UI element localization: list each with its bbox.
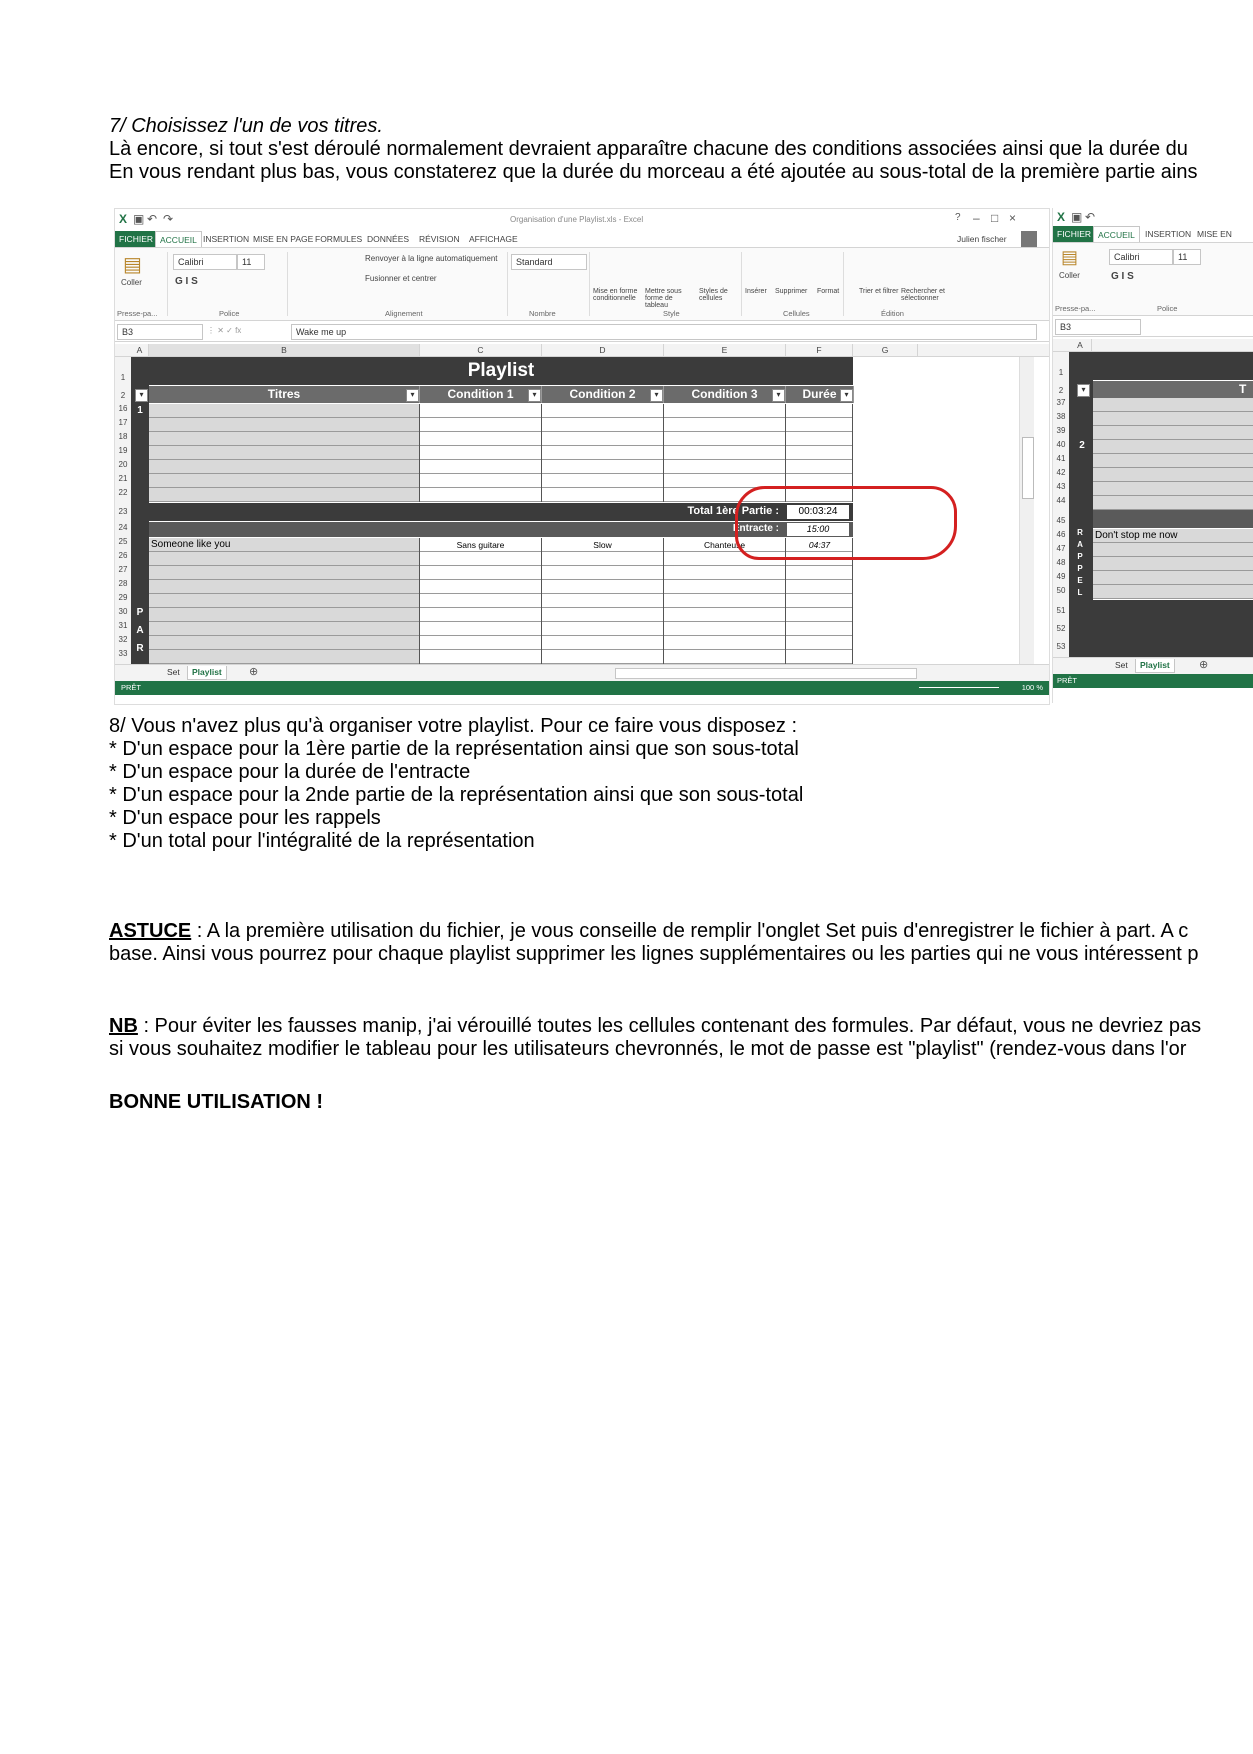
- tab-donnees[interactable]: DONNÉES: [367, 234, 410, 244]
- vertical-scrollbar[interactable]: [1019, 357, 1034, 664]
- header-titres: Titres: [149, 386, 420, 403]
- total-value[interactable]: 00:03:24: [787, 505, 849, 519]
- excel-screenshot: [114, 208, 1050, 705]
- entracte-label: Entracte :: [732, 523, 779, 534]
- ribbon: [115, 247, 1049, 321]
- astuce-label: ASTUCE: [109, 920, 192, 942]
- astuce-paragraph-line1: [109, 920, 1188, 943]
- help-icon[interactable]: ?: [955, 212, 961, 223]
- tab-formules[interactable]: FORMULES: [315, 234, 363, 244]
- tab-revision[interactable]: RÉVISION: [419, 234, 460, 244]
- part-number: 2: [1079, 440, 1085, 451]
- rappel-vertical-e: E: [1077, 576, 1083, 585]
- zoom-level[interactable]: 100 %: [1021, 683, 1043, 692]
- entracte-value[interactable]: 15:00: [787, 523, 849, 536]
- part1-rows[interactable]: [149, 404, 853, 502]
- window-title: Organisation d'une Playlist.xls - Excel: [510, 215, 644, 224]
- filter-dropdown-icon[interactable]: ▾: [528, 389, 541, 402]
- clipboard-icon[interactable]: ▤: [123, 254, 142, 276]
- ribbon: [1053, 242, 1253, 316]
- row-headers: 1 2 16 17 18 19 20 21 22 23 24 25 26 27 28 29 30 31 32 33: [115, 357, 132, 664]
- cell-styles-button[interactable]: Styles de cellules: [699, 288, 728, 302]
- excel-icon: X: [1057, 210, 1066, 224]
- sheet-grid[interactable]: 1 2 37 38 39 40 41 42 43 44 45 46 47 48 49 50 51 52 53 ▾ T 2 Don't stop me now R A P P E L: [1053, 352, 1253, 657]
- bold-italic-underline[interactable]: G I S: [175, 276, 198, 287]
- filter-dropdown-icon[interactable]: ▾: [840, 389, 853, 402]
- row25-condition-2[interactable]: Slow: [593, 540, 612, 550]
- group-font: Police: [1157, 304, 1178, 313]
- status-text: PRÊT: [1057, 676, 1078, 685]
- paste-label[interactable]: Coller: [121, 278, 142, 287]
- sort-filter-button[interactable]: Trier et filtrer: [859, 288, 899, 295]
- close-icon[interactable]: ×: [1009, 211, 1017, 225]
- status-text: PRÊT: [121, 683, 142, 692]
- row46-title[interactable]: Don't stop me now: [1095, 530, 1178, 541]
- rappel-rows[interactable]: [1093, 529, 1253, 599]
- group-alignment: Alignement: [385, 309, 423, 318]
- header-condition-1: Condition 1: [420, 386, 542, 403]
- clipboard-icon[interactable]: ▤: [1061, 247, 1079, 267]
- size-select[interactable]: 11: [237, 254, 265, 270]
- rappel-vertical-a: A: [1077, 540, 1083, 549]
- nb-paragraph-line2: si vous souhaitez modifier le tableau pour les utilisateurs chevronnés, le mot de passe est "playlist" (rendez-vous dans l'or: [109, 1038, 1187, 1060]
- add-sheet-icon[interactable]: ⊕: [1199, 659, 1209, 671]
- undo-icon[interactable]: ↶: [1085, 210, 1096, 224]
- col-a[interactable]: A: [131, 344, 149, 356]
- part-vertical-p: P: [136, 607, 144, 618]
- formula-input[interactable]: Wake me up: [291, 324, 1037, 340]
- paste-label[interactable]: Coller: [1059, 271, 1080, 280]
- group-cells: Cellules: [783, 309, 810, 318]
- nb-label: NB: [109, 1015, 138, 1037]
- format-button[interactable]: Format: [817, 288, 840, 295]
- tab-accueil[interactable]: ACCUEIL: [155, 231, 202, 248]
- quick-access-toolbar: [115, 209, 1049, 231]
- redo-icon[interactable]: ↷: [163, 212, 174, 226]
- merge-center-button[interactable]: Fusionner et centrer: [365, 274, 437, 283]
- col-e[interactable]: E: [664, 344, 786, 356]
- step7-line1: Là encore, si tout s'est déroulé normalement devraient apparaître chacune des conditions associées ainsi que la durée du: [109, 138, 1188, 160]
- step8-line-1: 8/ Vous n'avez plus qu'à organiser votre playlist. Pour ce faire vous disposez :: [109, 715, 798, 737]
- step7-title: 7/ Choisissez l'un de vos titres.: [109, 115, 383, 137]
- insert-button[interactable]: Insérer: [745, 288, 767, 295]
- row25-duree[interactable]: 04:37: [808, 540, 831, 550]
- sheet-tabs: [115, 664, 1049, 681]
- col-a[interactable]: A: [1069, 339, 1092, 351]
- rappel-vertical-r: R: [1077, 528, 1083, 537]
- nb-text: : Pour éviter les fausses manip, j'ai vérouillé toutes les cellules contenant des formules. Par défaut, vous ne devriez pas: [137, 1015, 1202, 1037]
- zoom-slider[interactable]: [919, 687, 999, 688]
- nb-paragraph-line1: [109, 1015, 1201, 1038]
- formula-bar: [115, 321, 1049, 342]
- tab-mise-en[interactable]: MISE EN: [1197, 229, 1232, 239]
- size-select[interactable]: 11: [1173, 249, 1201, 265]
- status-bar: [1053, 674, 1253, 688]
- group-clipboard: Presse-pa...: [1055, 304, 1096, 313]
- astuce-paragraph-line2: base. Ainsi vous pourrez pour chaque playlist supprimer les lignes supplémentaires ou les parties qui ne vous intéressent p: [109, 943, 1199, 965]
- save-icon[interactable]: ▣: [133, 212, 145, 226]
- tab-fichier[interactable]: FICHIER: [1053, 226, 1095, 242]
- row25-condition-1[interactable]: Sans guitare: [456, 540, 505, 550]
- part-vertical-r: R: [136, 643, 144, 654]
- status-bar: [115, 681, 1049, 695]
- name-box[interactable]: B3: [1055, 319, 1141, 335]
- sheet-tab-playlist[interactable]: Playlist: [187, 666, 227, 680]
- tab-affichage[interactable]: AFFICHAGE: [469, 234, 518, 244]
- tab-insertion[interactable]: INSERTION: [1145, 229, 1192, 239]
- excel-screenshot-part2: [1052, 208, 1253, 703]
- group-clipboard: Presse-pa...: [117, 309, 158, 318]
- header-condition-2: Condition 2: [542, 386, 664, 403]
- ribbon-tabs: [115, 231, 1049, 247]
- group-editing: Édition: [881, 309, 904, 318]
- user-name[interactable]: Julien fischer: [957, 234, 1007, 244]
- tab-insertion[interactable]: INSERTION: [203, 234, 250, 244]
- name-box[interactable]: B3: [117, 324, 203, 340]
- bold-italic-underline[interactable]: G I S: [1111, 271, 1134, 282]
- header-duree: Durée: [786, 386, 854, 403]
- header-row: [139, 386, 853, 403]
- find-select-button[interactable]: Rechercher et sélectionner: [901, 288, 945, 302]
- group-font: Police: [219, 309, 240, 318]
- format-table-button[interactable]: Mettre sous forme de tableau: [645, 288, 682, 309]
- sheet-tab-set[interactable]: Set: [1115, 660, 1128, 670]
- filter-dropdown-icon[interactable]: ▾: [135, 389, 148, 402]
- col-d[interactable]: D: [542, 344, 664, 356]
- col-c[interactable]: C: [420, 344, 542, 356]
- add-sheet-icon[interactable]: ⊕: [249, 666, 259, 678]
- sheet-tab-set[interactable]: Set: [167, 667, 180, 677]
- tab-accueil[interactable]: ACCUEIL: [1093, 226, 1140, 243]
- wrap-text-button[interactable]: Renvoyer à la ligne automatiquement: [365, 254, 498, 263]
- playlist-title: Playlist: [149, 357, 853, 385]
- filter-dropdown-icon[interactable]: ▾: [1077, 384, 1090, 397]
- group-number: Nombre: [529, 309, 556, 318]
- step8-line-3: * D'un espace pour la durée de l'entracte: [109, 761, 471, 783]
- filter-dropdown-icon[interactable]: ▾: [650, 389, 663, 402]
- column-headers: [115, 344, 1049, 357]
- conditional-format-button[interactable]: Mise en forme conditionnelle: [593, 288, 638, 302]
- avatar: [1021, 231, 1037, 247]
- col-f[interactable]: F: [786, 344, 853, 356]
- part2-rows[interactable]: [1093, 398, 1253, 510]
- total-label: Total 1ère Partie :: [687, 505, 779, 517]
- scroll-thumb[interactable]: [1022, 437, 1034, 499]
- minimize-icon[interactable]: –: [973, 211, 980, 225]
- astuce-text: : A la première utilisation du fichier, je vous conseille de remplir l'onglet Set puis d'enregistrer le fichier à part. A c: [191, 920, 1189, 942]
- step8-line-2: * D'un espace pour la 1ère partie de la représentation ainsi que son sous-total: [109, 738, 799, 760]
- col-g[interactable]: G: [853, 344, 918, 356]
- horizontal-scrollbar[interactable]: [615, 668, 917, 679]
- group-style: Style: [663, 309, 680, 318]
- rappel-vertical-p: P: [1077, 552, 1083, 561]
- save-icon[interactable]: ▣: [1071, 210, 1083, 224]
- font-select[interactable]: Calibri: [1109, 249, 1173, 265]
- part-vertical-a: A: [136, 625, 144, 636]
- row25-condition-3[interactable]: Chanteuse: [703, 540, 746, 550]
- rappel-vertical-p2: P: [1077, 564, 1083, 573]
- excel-icon: X: [119, 212, 128, 226]
- delete-button[interactable]: Supprimer: [775, 288, 808, 295]
- tab-fichier[interactable]: FICHIER: [115, 231, 157, 247]
- font-select[interactable]: Calibri: [173, 254, 237, 270]
- formula-bar: [1053, 316, 1253, 337]
- part-number: 1: [137, 405, 143, 416]
- filter-dropdown-icon[interactable]: ▾: [406, 389, 419, 402]
- formula-buttons[interactable]: ⋮ ✕ ✓ fx: [207, 326, 242, 335]
- step8-line-5: * D'un espace pour les rappels: [109, 807, 381, 829]
- filter-dropdown-icon[interactable]: ▾: [772, 389, 785, 402]
- header-condition-3: Condition 3: [664, 386, 786, 403]
- restore-icon[interactable]: □: [991, 211, 999, 225]
- rappel-vertical-l: L: [1077, 588, 1083, 597]
- step8-line-6: * D'un total pour l'intégralité de la représentation: [109, 830, 535, 852]
- tab-mise-en-page[interactable]: MISE EN PAGE: [253, 234, 314, 244]
- step7-line2: En vous rendant plus bas, vous constaterez que la durée du morceau a été ajoutée au sous-total de la première partie ains: [109, 161, 1198, 183]
- row25-title[interactable]: Someone like you: [151, 539, 231, 550]
- closing-text: BONNE UTILISATION !: [109, 1091, 324, 1113]
- number-format-select[interactable]: Standard: [511, 254, 587, 270]
- step8-line-4: * D'un espace pour la 2nde partie de la représentation ainsi que son sous-total: [109, 784, 804, 806]
- undo-icon[interactable]: ↶: [147, 212, 158, 226]
- sheet-tab-playlist[interactable]: Playlist: [1135, 659, 1175, 673]
- col-b[interactable]: B: [149, 344, 420, 356]
